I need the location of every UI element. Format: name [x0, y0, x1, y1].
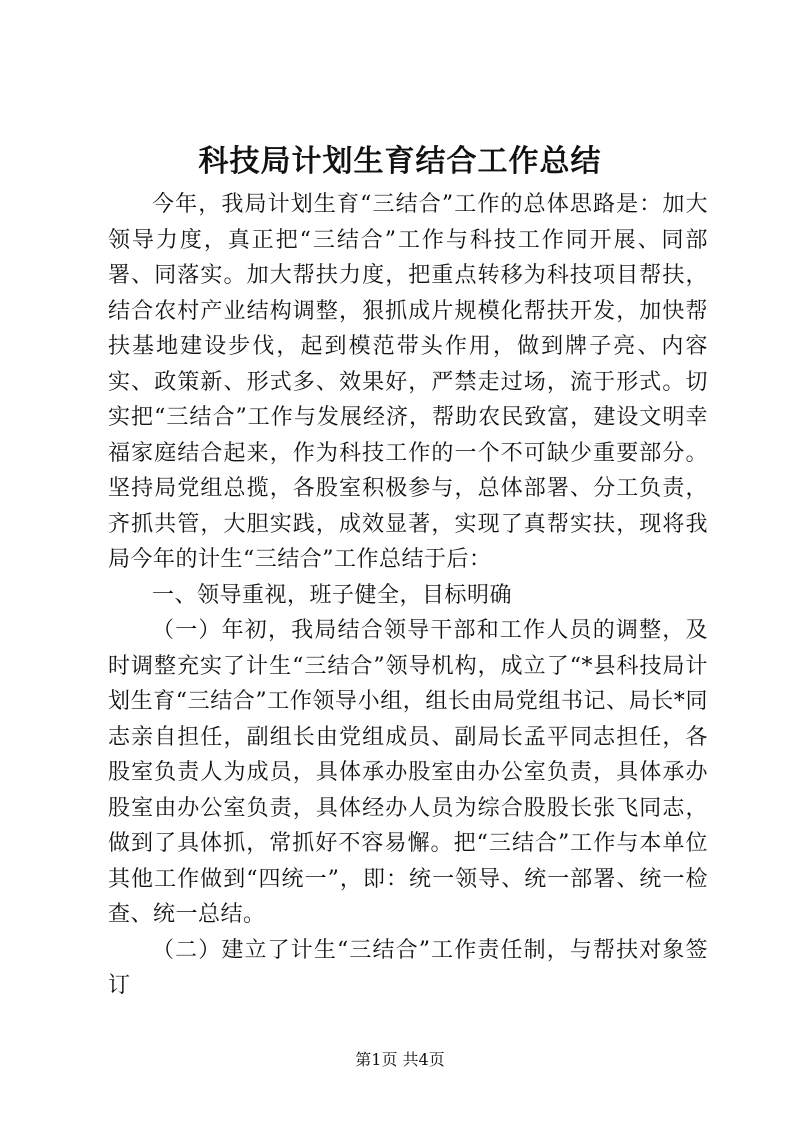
section-heading-1: 一、领导重视，班子健全，目标明确: [152, 582, 513, 608]
document-title: 科技局计划生育结合工作总结: [198, 144, 602, 179]
paragraph-section-1-item-1: （一）年初，我局结合领导干部和工作人员的调整，及时调整充实了计生“三结合”领导机构，成立了“*县科技局计划生育“三结合”工作领导小组，组长由局党组书记、局长*同志亲自担任，副组长由党组成员、副局长孟平同志担任，各股室负责人为成员，具体承办股室由办公室负责，具体承办股室由办公室负责，具体经办人员为综合股股长张飞同志，做到了具体抓，常抓好不容易懈。把“三结合”工作与本单位其他工作做到“四统一”，即：统一领导、统一部署、统一检查、统一总结。: [108, 618, 708, 927]
document-body: [108, 187, 708, 1004]
paragraph-section-1-item-2: （二）建立了计生“三结合”工作责任制，与帮扶对象签订: [108, 937, 708, 998]
page-number-footer: 第1页 共4页: [355, 1050, 445, 1069]
paragraph-intro: 今年，我局计划生育“三结合”工作的总体思路是：加大领导力度，真正把“三结合”工作与科技工作同开展、同部署、同落实。加大帮扶力度，把重点转移为科技项目帮扶，结合农村产业结构调整，狠抓成片规模化帮扶开发，加快帮扶基地建设步伐，起到模范带头作用，做到牌子亮、内容实、政策新、形式多、效果好，严禁走过场，流于形式。切实把“三结合”工作与发展经济，帮助农民致富，建设文明幸福家庭结合起来，作为科技工作的一个不可缺少重要部分。坚持局党组总揽，各股室积极参与，总体部署、分工负责，齐抓共管，大胆实践，成效显著，实现了真帮实扶，现将我局今年的计生“三结合”工作总结于后：: [108, 192, 708, 572]
